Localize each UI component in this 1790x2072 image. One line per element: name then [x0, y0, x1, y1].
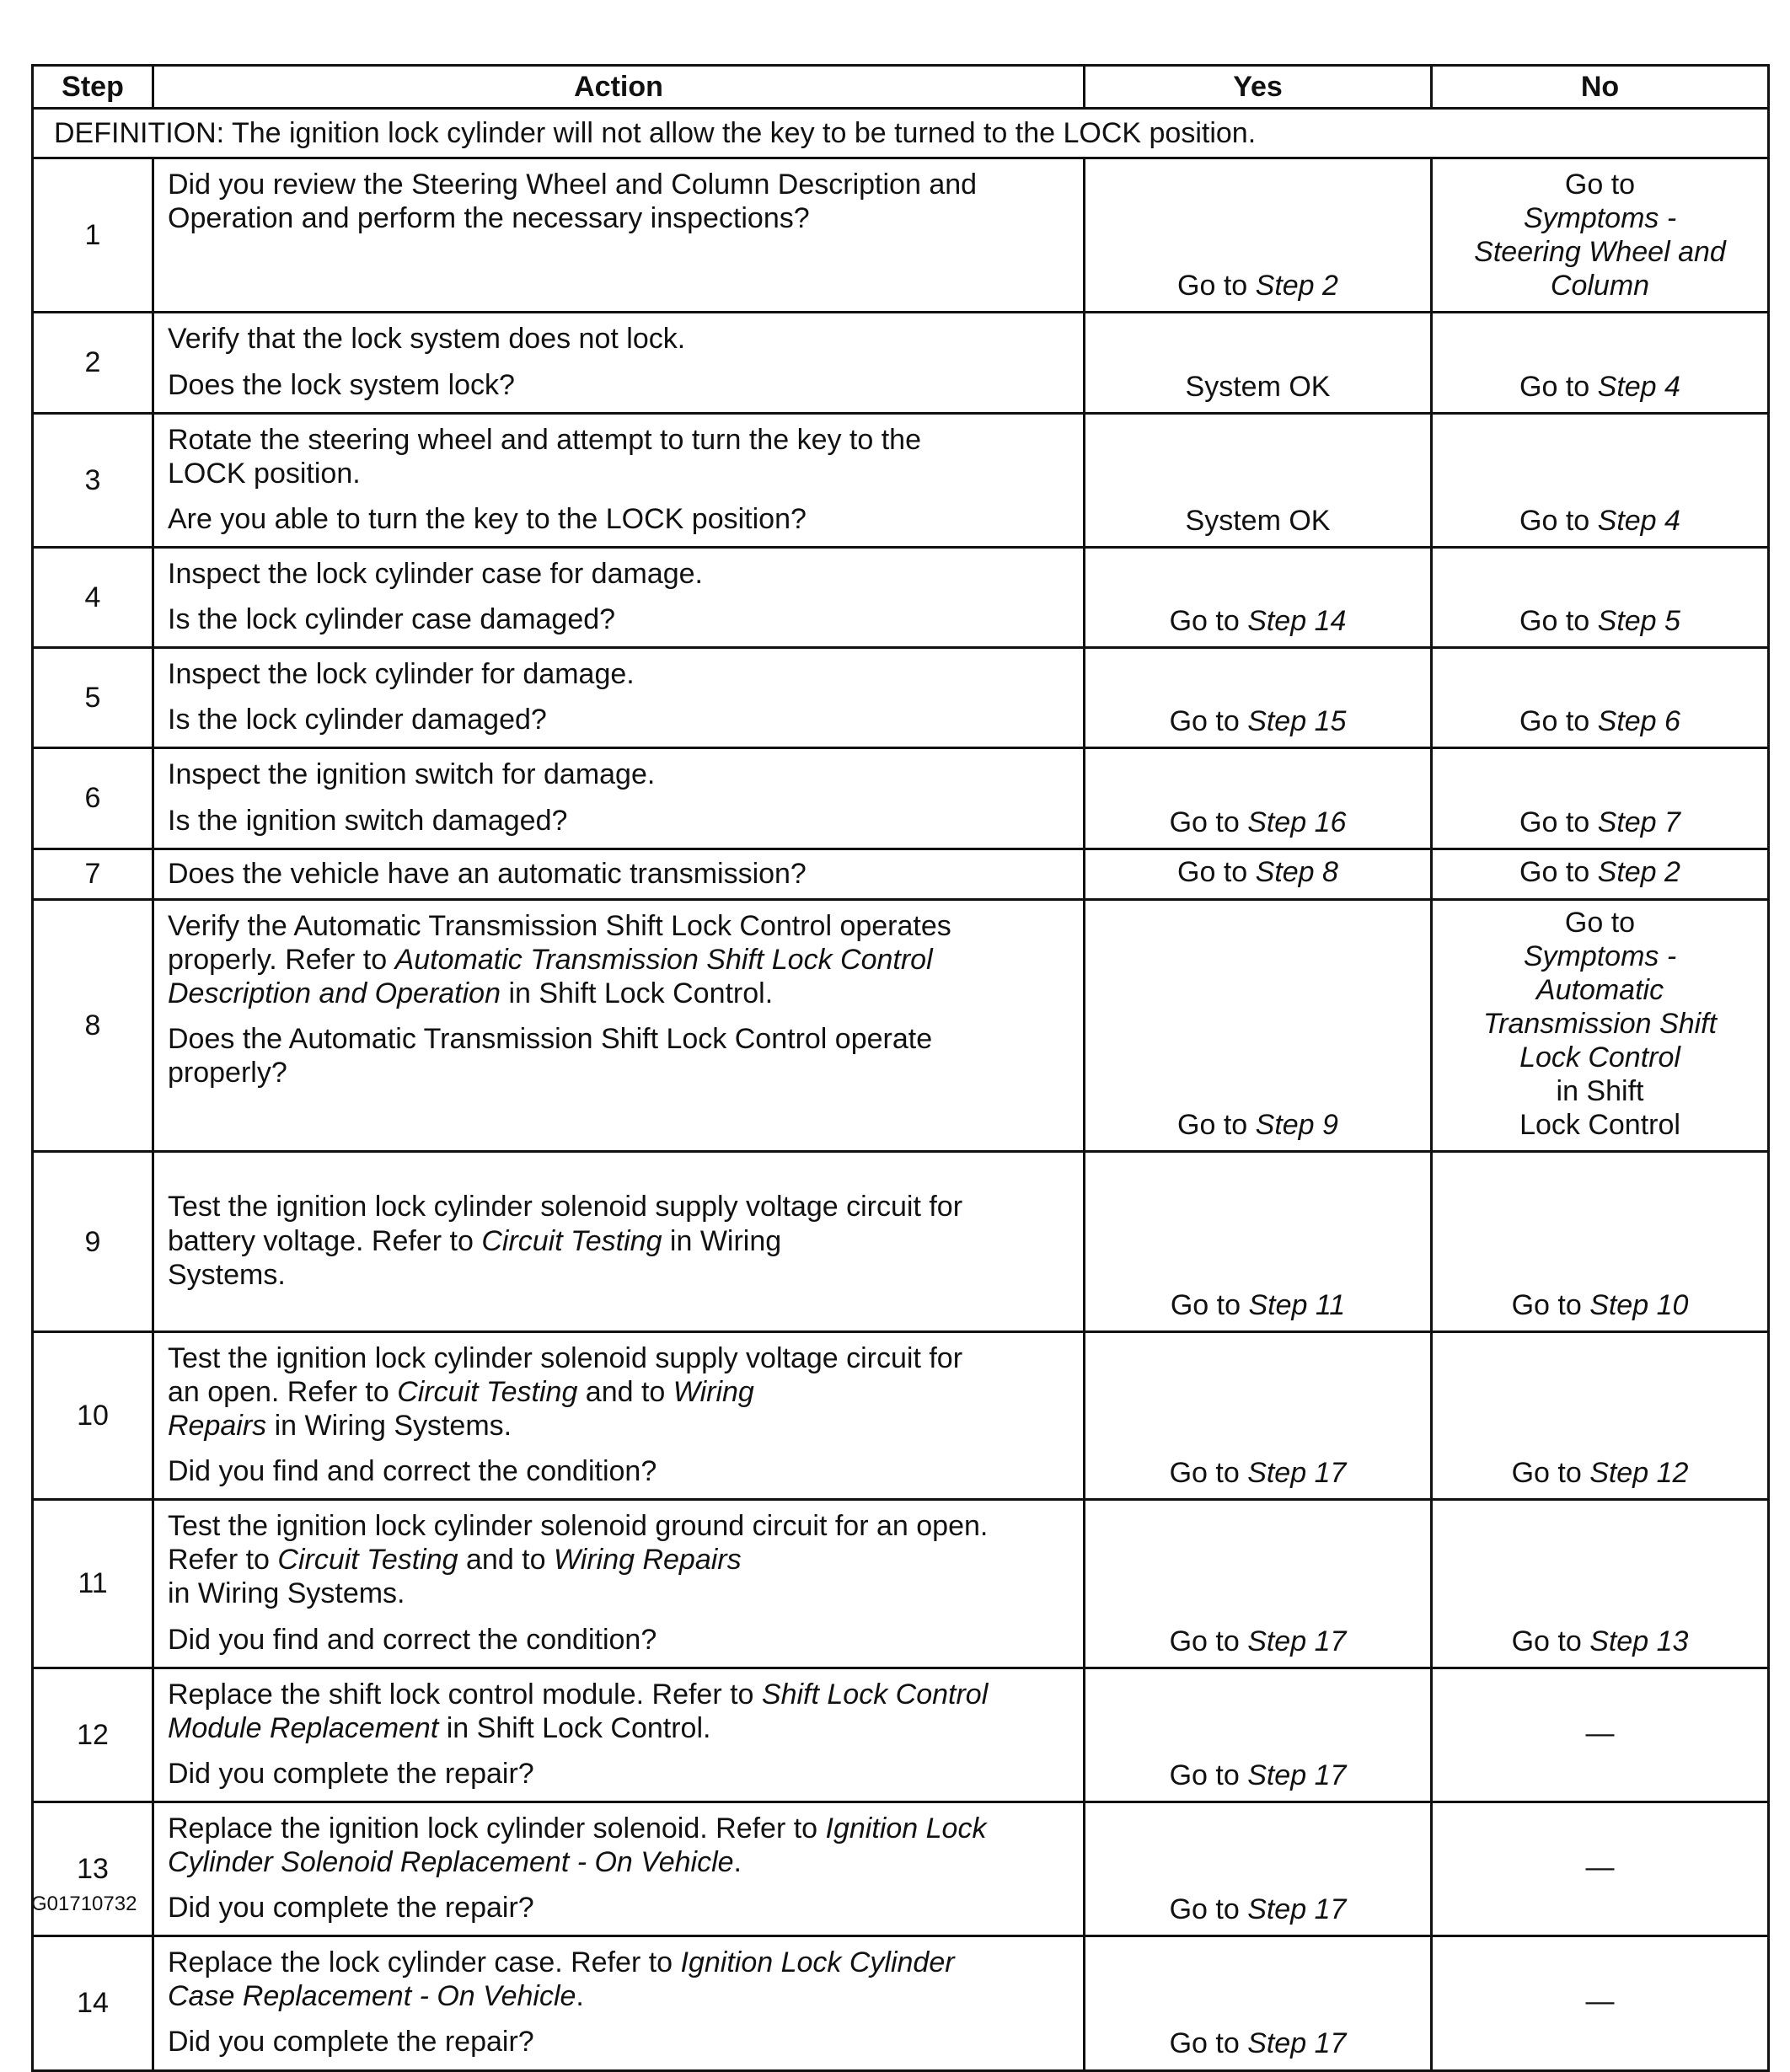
no-cell: — — [1432, 1802, 1769, 1935]
action-reference-link[interactable]: Module Replacement — [168, 1711, 439, 1744]
yes-step-link[interactable]: Step 15 — [1247, 705, 1347, 738]
action-text: Replace the ignition lock cylinder solenoid. Refer to — [168, 1812, 826, 1844]
no-prefix: Go to — [1564, 906, 1636, 939]
yes-cell — [1085, 1802, 1432, 1935]
table-row — [33, 1331, 1769, 1499]
table-row — [33, 849, 1769, 899]
action-text: Inspect the lock cylinder for damage. — [168, 658, 635, 691]
step-number: 11 — [33, 1500, 153, 1668]
no-text[interactable]: Column — [1550, 270, 1650, 303]
action-reference-link[interactable]: Circuit Testing — [481, 1224, 662, 1257]
action-text: Test the ignition lock cylinder solenoid supply voltage circuit for — [168, 1191, 963, 1223]
action-cell — [153, 1936, 1085, 2070]
action-text: Test the ignition lock cylinder solenoid ground circuit for an open. — [168, 1510, 989, 1543]
action-text: in Wiring Systems. — [168, 1577, 405, 1610]
no-text[interactable]: Steering Wheel and — [1474, 236, 1726, 269]
step-number: 14 — [33, 1936, 153, 2070]
yes-prefix: Go to — [1169, 1759, 1248, 1791]
action-cell — [153, 413, 1085, 547]
table-row — [33, 547, 1769, 647]
action-reference-link[interactable]: Circuit Testing — [397, 1375, 578, 1408]
action-cell — [153, 1802, 1085, 1935]
yes-step-link[interactable]: Step 17 — [1247, 1759, 1347, 1791]
yes-step-link[interactable]: Step 9 — [1255, 1109, 1338, 1142]
action-text: . — [733, 1846, 742, 1879]
step-number: 12 — [33, 1668, 153, 1802]
step-number: 2 — [33, 313, 153, 413]
no-prefix: Go to — [1519, 370, 1598, 403]
yes-step-link[interactable]: Step 17 — [1247, 2027, 1347, 2060]
table-row — [33, 1500, 1769, 1668]
action-cell — [153, 547, 1085, 647]
no-step-link[interactable]: Step 13 — [1589, 1625, 1689, 1657]
header-no: No — [1432, 66, 1769, 109]
yes-prefix: Go to — [1169, 705, 1248, 738]
action-text: LOCK position. — [168, 457, 361, 490]
yes-step-link[interactable]: Step 16 — [1247, 806, 1347, 838]
no-text: Lock Control — [1519, 1109, 1680, 1142]
action-reference-link[interactable]: Cylinder Solenoid Replacement - On Vehicle — [168, 1846, 734, 1879]
action-text: Replace the shift lock control module. Refer to — [168, 1678, 762, 1711]
no-step-link[interactable]: Step 5 — [1597, 605, 1680, 638]
action-reference-link[interactable]: Ignition Lock — [825, 1812, 987, 1844]
no-symptoms-link[interactable]: Symptoms - — [1523, 940, 1677, 972]
yes-cell — [1085, 547, 1432, 647]
action-reference-link[interactable]: Description and Operation — [168, 977, 501, 1009]
yes-step-link[interactable]: Step 11 — [1248, 1288, 1346, 1321]
no-cell — [1432, 748, 1769, 849]
header-action: Action — [153, 66, 1085, 109]
action-question: Does the vehicle have an automatic transmission? — [168, 858, 807, 891]
yes-cell — [1085, 648, 1432, 748]
yes-cell — [1085, 158, 1432, 313]
step-number: 6 — [33, 748, 153, 849]
no-cell — [1432, 547, 1769, 647]
step-number: 4 — [33, 547, 153, 647]
no-cell: — — [1432, 1668, 1769, 1802]
yes-cell: System OK — [1085, 413, 1432, 547]
action-text: in Wiring — [662, 1224, 782, 1257]
action-text: Systems. — [168, 1258, 286, 1291]
yes-step-link[interactable]: Step 17 — [1247, 1625, 1347, 1657]
no-cell — [1432, 1152, 1769, 1331]
yes-prefix: Go to — [1177, 270, 1256, 303]
header-step: Step — [33, 66, 153, 109]
yes-step-link[interactable]: Step 8 — [1255, 856, 1338, 889]
action-text: Test the ignition lock cylinder solenoid supply voltage circuit for — [168, 1341, 963, 1374]
yes-cell — [1085, 849, 1432, 899]
yes-cell — [1085, 1152, 1432, 1331]
no-step-link[interactable]: Step 7 — [1597, 806, 1680, 838]
action-cell — [153, 1152, 1085, 1331]
no-step-link[interactable]: Step 12 — [1589, 1457, 1689, 1490]
table-row — [33, 313, 1769, 413]
table-row — [33, 158, 1769, 313]
action-cell — [153, 899, 1085, 1152]
yes-prefix: Go to — [1169, 1457, 1248, 1490]
table-row — [33, 899, 1769, 1152]
action-text: Inspect the lock cylinder case for damage. — [168, 557, 703, 590]
action-cell — [153, 158, 1085, 313]
header-yes: Yes — [1085, 66, 1432, 109]
no-cell — [1432, 849, 1769, 899]
no-prefix: Go to — [1519, 504, 1598, 537]
action-text: Did you review the Steering Wheel and Column Description and — [168, 169, 978, 201]
definition-text: DEFINITION: The ignition lock cylinder will not allow the key to be turned to the LOCK position. — [33, 109, 1769, 158]
no-text[interactable]: Lock Control — [1519, 1041, 1680, 1074]
no-step-link[interactable]: Step 10 — [1589, 1288, 1689, 1321]
action-cell — [153, 1668, 1085, 1802]
no-prefix: Go to — [1511, 1625, 1590, 1657]
table-row — [33, 413, 1769, 547]
action-reference-link[interactable]: Circuit Testing — [277, 1544, 458, 1577]
step-number: 5 — [33, 648, 153, 748]
yes-cell — [1085, 748, 1432, 849]
no-prefix: Go to — [1519, 856, 1598, 889]
yes-prefix: Go to — [1169, 2027, 1248, 2060]
no-prefix: Go to — [1519, 705, 1598, 738]
yes-step-link[interactable]: Step 17 — [1247, 1893, 1347, 1926]
yes-cell: System OK — [1085, 313, 1432, 413]
step-number: 9 — [33, 1152, 153, 1331]
action-text: Verify that the lock system does not lock. — [168, 323, 686, 356]
diagnostic-table — [31, 64, 1770, 2072]
action-cell — [153, 1500, 1085, 1668]
action-reference-link[interactable]: Case Replacement - On Vehicle — [168, 1980, 576, 2013]
yes-cell — [1085, 1668, 1432, 1802]
yes-step-link[interactable]: Step 17 — [1247, 1457, 1347, 1490]
action-text: Rotate the steering wheel and attempt to turn the key to the — [168, 423, 921, 456]
action-question: Did you complete the repair? — [168, 1757, 534, 1790]
action-text: properly. Refer to — [168, 943, 395, 976]
yes-cell — [1085, 899, 1432, 1152]
action-question: Does the Automatic Transmission Shift Lock Control operate — [168, 1022, 933, 1055]
action-reference-link[interactable]: Ignition Lock Cylinder — [680, 1946, 955, 1979]
table-row — [33, 1802, 1769, 1935]
action-reference-link[interactable]: Shift Lock Control — [761, 1678, 989, 1711]
action-text: an open. Refer to — [168, 1375, 398, 1408]
action-text: Inspect the ignition switch for damage. — [168, 758, 656, 791]
step-number: 10 — [33, 1331, 153, 1499]
no-cell — [1432, 648, 1769, 748]
action-reference-link[interactable]: Automatic Transmission Shift Lock Control — [394, 943, 933, 976]
no-text: in Shift — [1556, 1075, 1644, 1108]
action-text: in Shift Lock Control. — [501, 977, 774, 1009]
action-question: Did you complete the repair? — [168, 2026, 534, 2059]
yes-cell — [1085, 1500, 1432, 1668]
action-reference-link[interactable]: Wiring Repairs — [553, 1544, 742, 1577]
action-cell — [153, 648, 1085, 748]
no-cell — [1432, 1500, 1769, 1668]
step-number: 7 — [33, 849, 153, 899]
action-question: Did you find and correct the condition? — [168, 1623, 657, 1656]
action-reference-link[interactable]: Wiring — [673, 1375, 754, 1408]
step-number: 3 — [33, 413, 153, 547]
no-step-link[interactable]: Step 6 — [1597, 705, 1680, 738]
no-cell — [1432, 899, 1769, 1152]
header-row — [33, 66, 1769, 109]
yes-prefix: Go to — [1177, 856, 1256, 889]
action-question: Is the lock cylinder damaged? — [168, 704, 547, 736]
action-text: . — [576, 1980, 584, 2013]
no-step-link[interactable]: Step 4 — [1597, 370, 1680, 403]
yes-prefix: Go to — [1177, 1109, 1256, 1142]
action-text: battery voltage. Refer to — [168, 1224, 482, 1257]
action-text: Operation and perform the necessary inspections? — [168, 202, 810, 235]
action-text: Replace the lock cylinder case. Refer to — [168, 1946, 681, 1979]
action-question: Is the ignition switch damaged? — [168, 804, 568, 837]
action-text: in Shift Lock Control. — [438, 1711, 711, 1744]
no-cell — [1432, 1331, 1769, 1499]
action-text: and to — [577, 1375, 673, 1408]
definition-row — [33, 109, 1769, 158]
step-number: 13 — [33, 1802, 153, 1935]
yes-step-link[interactable]: Step 14 — [1247, 605, 1347, 638]
action-cell — [153, 313, 1085, 413]
action-question: Does the lock system lock? — [168, 368, 515, 401]
no-text[interactable]: Transmission Shift — [1482, 1007, 1718, 1040]
no-prefix: Go to — [1511, 1288, 1590, 1321]
action-text: and to — [458, 1544, 554, 1577]
yes-cell — [1085, 1936, 1432, 2070]
table-row — [33, 748, 1769, 849]
no-prefix: Go to — [1519, 605, 1598, 638]
table-row — [33, 1152, 1769, 1331]
no-prefix: Go to — [1511, 1457, 1590, 1490]
action-question: Did you find and correct the condition? — [168, 1455, 657, 1488]
yes-step-link[interactable]: Step 2 — [1255, 270, 1338, 303]
table-row — [33, 1936, 1769, 2070]
no-prefix: Go to — [1564, 169, 1636, 201]
no-prefix: Go to — [1519, 806, 1598, 838]
action-question: Is the lock cylinder case damaged? — [168, 603, 616, 636]
table-row — [33, 648, 1769, 748]
yes-prefix: Go to — [1169, 605, 1248, 638]
no-text[interactable]: Automatic — [1535, 973, 1664, 1006]
step-number: 8 — [33, 899, 153, 1152]
yes-cell — [1085, 1331, 1432, 1499]
action-text: Refer to — [168, 1544, 278, 1577]
no-cell — [1432, 313, 1769, 413]
action-question: Are you able to turn the key to the LOCK position? — [168, 502, 807, 535]
action-cell — [153, 849, 1085, 899]
yes-prefix: Go to — [1170, 1288, 1249, 1321]
action-text: in Wiring Systems. — [266, 1409, 512, 1442]
yes-prefix: Go to — [1169, 1893, 1248, 1926]
no-step-link[interactable]: Step 2 — [1597, 856, 1680, 889]
yes-prefix: Go to — [1169, 1625, 1248, 1657]
action-cell — [153, 748, 1085, 849]
action-text: Verify the Automatic Transmission Shift Lock Control operates — [168, 909, 951, 942]
step-number: 1 — [33, 158, 153, 313]
action-reference-link[interactable]: Repairs — [168, 1409, 267, 1442]
no-cell: — — [1432, 1936, 1769, 2070]
figure-id: G01710732 — [31, 1893, 137, 1915]
no-step-link[interactable]: Step 4 — [1597, 504, 1680, 537]
no-cell — [1432, 413, 1769, 547]
action-question: properly? — [168, 1057, 287, 1090]
action-cell — [153, 1331, 1085, 1499]
action-question: Did you complete the repair? — [168, 1892, 534, 1925]
no-cell — [1432, 158, 1769, 313]
table-row — [33, 1668, 1769, 1802]
yes-prefix: Go to — [1169, 806, 1248, 838]
no-symptoms-link[interactable]: Symptoms - — [1523, 202, 1677, 235]
